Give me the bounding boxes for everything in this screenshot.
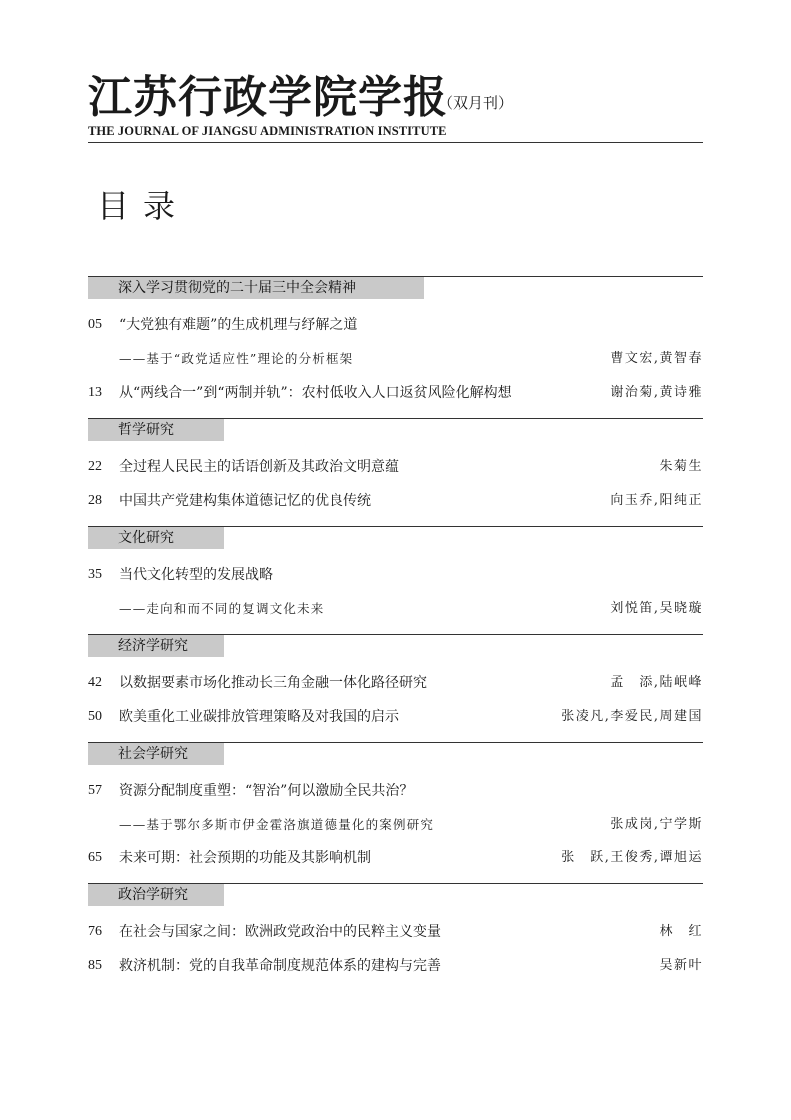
entry-authors: 张 跃,王俊秀,谭旭运 xyxy=(561,850,703,865)
entry-page-number: 76 xyxy=(88,924,102,939)
toc-entry[interactable] xyxy=(88,381,703,405)
entry-authors: 曹文宏,黄智春 xyxy=(610,351,703,366)
entry-subtitle: ——基于鄂尔多斯市伊金霍洛旗道德量化的案例研究 xyxy=(119,817,435,832)
entry-authors: 朱菊生 xyxy=(659,459,703,474)
entry-page-number: 42 xyxy=(88,675,102,690)
toc-entry-subtitle-row xyxy=(88,813,703,837)
entry-authors: 张凌凡,李爱民,周建国 xyxy=(561,709,703,724)
masthead-divider xyxy=(88,142,703,143)
section-label: 社会学研究 xyxy=(88,743,224,765)
toc-entry[interactable] xyxy=(88,846,703,870)
entry-title[interactable]: 全过程人民民主的话语创新及其政治文明意蕴 xyxy=(119,459,399,475)
toc-entry[interactable] xyxy=(88,563,703,587)
entry-title[interactable]: 欧美重化工业碳排放管理策略及对我国的启示 xyxy=(119,709,399,725)
toc-entry[interactable] xyxy=(88,671,703,695)
section-label: 深入学习贯彻党的二十届三中全会精神 xyxy=(88,277,424,299)
toc-entry[interactable] xyxy=(88,779,703,803)
entry-authors: 孟 添,陆岷峰 xyxy=(610,675,703,690)
entry-authors: 张成岗,宁学斯 xyxy=(610,817,703,832)
entry-page-number: 22 xyxy=(88,459,102,474)
entry-page-number: 65 xyxy=(88,850,102,865)
entry-subtitle: ——走向和而不同的复调文化未来 xyxy=(119,601,325,616)
entry-page-number: 35 xyxy=(88,567,102,582)
toc-entry[interactable] xyxy=(88,313,703,337)
entry-authors: 向玉乔,阳纯正 xyxy=(610,493,703,508)
toc-entry[interactable] xyxy=(88,705,703,729)
section-label: 文化研究 xyxy=(88,527,224,549)
entry-title[interactable]: 救济机制：党的自我革命制度规范体系的建构与完善 xyxy=(119,958,441,974)
entry-page-number: 85 xyxy=(88,958,102,973)
entry-title[interactable]: 以数据要素市场化推动长三角金融一体化路径研究 xyxy=(119,675,427,691)
toc-entry-subtitle-row xyxy=(88,597,703,621)
section-label: 经济学研究 xyxy=(88,635,224,657)
entry-title[interactable]: “大党独有难题”的生成机理与纾解之道 xyxy=(119,317,358,333)
section-label: 哲学研究 xyxy=(88,419,224,441)
entry-title[interactable]: 在社会与国家之间：欧洲政党政治中的民粹主义变量 xyxy=(119,924,441,940)
entry-page-number: 50 xyxy=(88,709,102,724)
entry-title[interactable]: 当代文化转型的发展战略 xyxy=(119,567,273,583)
entry-authors: 林 红 xyxy=(659,924,703,939)
toc-entry-subtitle-row xyxy=(88,347,703,371)
entry-authors: 谢治菊,黄诗雅 xyxy=(610,385,703,400)
section-label: 政治学研究 xyxy=(88,884,224,906)
entry-page-number: 05 xyxy=(88,317,102,332)
toc-entry[interactable] xyxy=(88,954,703,978)
entry-title[interactable]: 资源分配制度重塑：“智治”何以激励全民共治？ xyxy=(119,783,414,799)
publication-frequency: （双月刊） xyxy=(438,94,514,112)
toc-heading: 目录 xyxy=(97,187,190,225)
journal-title: 江苏行政学院学报 xyxy=(88,72,448,123)
entry-title[interactable]: 未来可期：社会预期的功能及其影响机制 xyxy=(119,850,371,866)
entry-page-number: 13 xyxy=(88,385,102,400)
entry-authors: 吴新叶 xyxy=(659,958,703,973)
entry-title[interactable]: 中国共产党建构集体道德记忆的优良传统 xyxy=(119,493,371,509)
journal-english-title: THE JOURNAL OF JIANGSU ADMINISTRATION INSTITUTE xyxy=(88,124,447,138)
entry-page-number: 28 xyxy=(88,493,102,508)
entry-title[interactable]: 从“两线合一”到“两制并轨”：农村低收入人口返贫风险化解构想 xyxy=(119,385,512,401)
toc-entry[interactable] xyxy=(88,920,703,944)
toc-entry[interactable] xyxy=(88,489,703,513)
toc-entry[interactable] xyxy=(88,455,703,479)
entry-subtitle: ——基于“政党适应性”理论的分析框架 xyxy=(119,351,354,366)
entry-authors: 刘悦笛,吴晓璇 xyxy=(610,601,703,616)
entry-page-number: 57 xyxy=(88,783,102,798)
